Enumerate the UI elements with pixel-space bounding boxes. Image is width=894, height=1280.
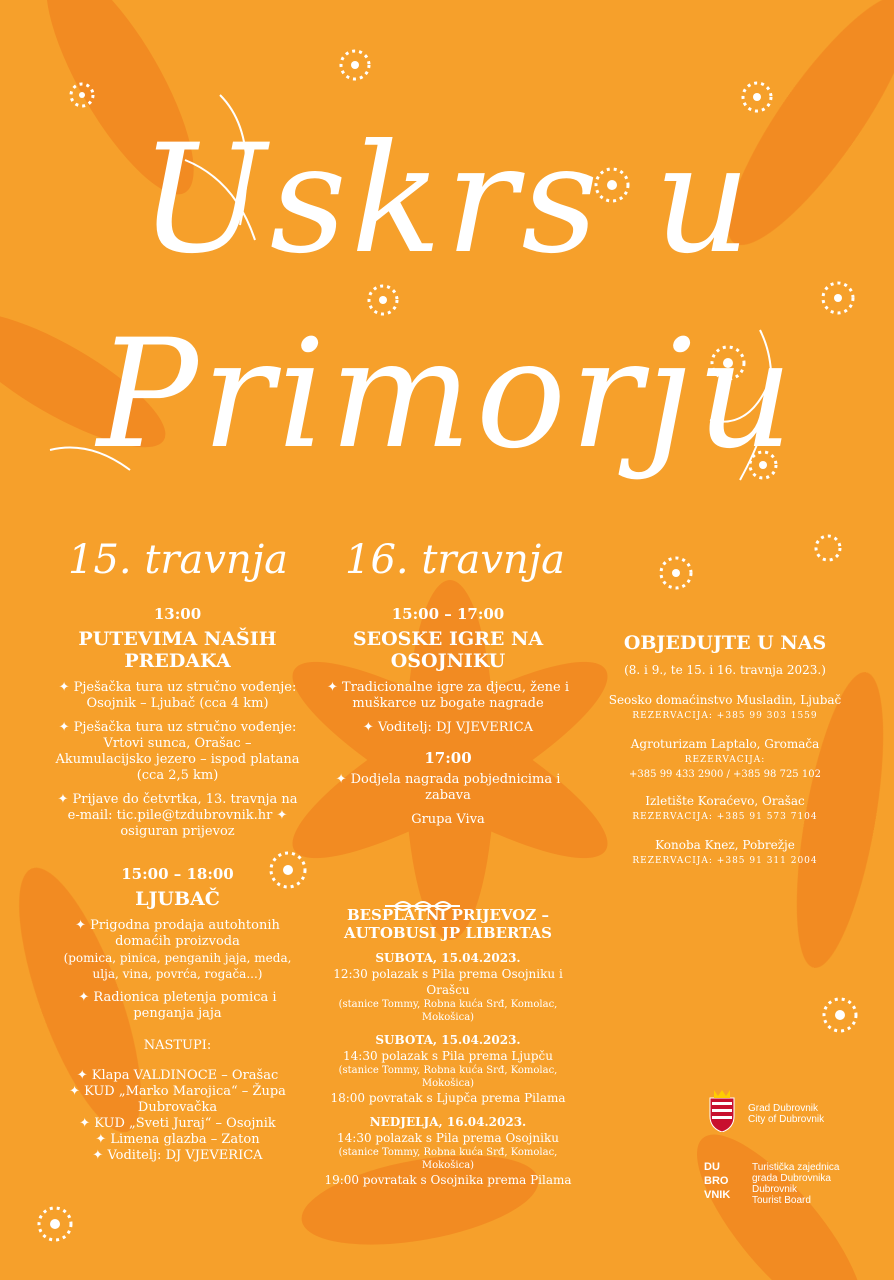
performer-item: ✦ Klapa VALDINOCE – Orašac bbox=[76, 1068, 279, 1083]
transport-departure: 14:30 polazak s Pila prema Ljupču bbox=[343, 1049, 553, 1063]
column-16-april bbox=[318, 606, 578, 1188]
restaurant-name: Agroturizam Laptalo, Gromača bbox=[630, 737, 820, 751]
transport-return: 19:00 povratak s Osojnika prema Pilama bbox=[324, 1173, 572, 1187]
column-restaurants bbox=[595, 632, 855, 869]
restaurant-reservation-label: REZERVACIJA: bbox=[684, 755, 766, 765]
transport-stops: (stanice Tommy, Robna kuća Srđ, Komolac, Mokošica) bbox=[338, 1147, 558, 1171]
tb-line: grada Dubrovnika bbox=[752, 1173, 831, 1184]
event-item: ✦ Pješačka tura uz stručno vođenje: Osojnik – Ljubač (cca 4 km) bbox=[58, 680, 297, 711]
transport-stops: (stanice Tommy, Robna kuća Srđ, Komolac, Mokošica) bbox=[338, 999, 558, 1023]
restaurant-phone: REZERVACIJA: +385 99 303 1559 bbox=[632, 711, 818, 721]
tb-line: Dubrovnik bbox=[752, 1184, 798, 1195]
performer-item: ✦ Voditelj: DJ VJEVERICA bbox=[92, 1148, 263, 1163]
time-label: 13:00 bbox=[153, 605, 202, 623]
transport-date: SUBOTA, 15.04.2023. bbox=[375, 1033, 521, 1047]
section-heading: LJUBAČ bbox=[135, 888, 220, 910]
time-label: 15:00 – 18:00 bbox=[121, 865, 234, 883]
time-label: 15:00 – 17:00 bbox=[391, 605, 505, 623]
city-name-hr: Grad Dubrovnik bbox=[748, 1103, 819, 1114]
restaurant-phone: REZERVACIJA: +385 91 311 2004 bbox=[632, 856, 818, 866]
event-item: ✦ Dodjela nagrada pobjednicima i zabava bbox=[335, 772, 561, 803]
tb-line: Turistička zajednica bbox=[752, 1162, 840, 1173]
section-heading: OBJEDUJTE U NAS bbox=[623, 632, 827, 654]
section-heading: SEOSKE IGRE NA OSOJNIKU bbox=[352, 628, 544, 672]
tourist-board-text bbox=[752, 1162, 839, 1206]
transport-return: 18:00 povratak s Ljupča prema Pilama bbox=[330, 1091, 566, 1105]
column-15-april bbox=[55, 606, 300, 1164]
performer-item: ✦ KUD „Marko Marojica“ – Župa Dubrovačka bbox=[69, 1084, 286, 1115]
restaurant-name: Konoba Knez, Pobrežje bbox=[655, 838, 795, 852]
title-line-2: Primorju bbox=[97, 308, 797, 482]
event-item-detail: (pomica, pinica, penganih jaja, meda, ulja, vina, povrća, rogača...) bbox=[63, 951, 292, 981]
performers-heading: NASTUPI: bbox=[143, 1038, 212, 1053]
event-item: ✦ Voditelj: DJ VJEVERICA bbox=[362, 720, 534, 735]
restaurant-phone: +385 99 433 2900 / +385 98 725 102 bbox=[629, 769, 821, 780]
event-item: ✦ Tradicionalne igre za djecu, žene i muškarce uz bogate nagrade bbox=[327, 680, 569, 711]
restaurant-dates: (8. i 9., te 15. i 16. travnja 2023.) bbox=[624, 663, 826, 677]
title-line-1: Uskrs u bbox=[139, 113, 755, 287]
tb-line: Tourist Board bbox=[752, 1195, 811, 1206]
transport-departure: 12:30 polazak s Pila prema Osojniku i Orašcu bbox=[333, 967, 563, 997]
event-item: ✦ Prijave do četvrtka, 13. travnja na e-mail: tic.pile@tzdubrovnik.hr ✦ osiguran prijevoz bbox=[57, 792, 298, 839]
time-label: 17:00 bbox=[424, 749, 472, 767]
event-item: ✦ Radionica pletenja pomica i penganja jaja bbox=[78, 990, 277, 1021]
event-item: Grupa Viva bbox=[411, 812, 485, 827]
date-day-1: 15. travnja bbox=[68, 537, 288, 583]
transport-departure: 14:30 polazak s Pila prema Osojniku bbox=[337, 1131, 559, 1145]
section-heading: PUTEVIMA NAŠIH PREDAKA bbox=[78, 628, 277, 672]
dubrovnik-tb-logo: DU BRO VNIK bbox=[704, 1161, 731, 1201]
city-name-en: City of Dubrovnik bbox=[748, 1114, 825, 1125]
restaurant-name: Izletište Koraćevo, Orašac bbox=[645, 794, 805, 808]
city-coat-of-arms-icon bbox=[708, 1088, 736, 1132]
transport-date: SUBOTA, 15.04.2023. bbox=[375, 951, 521, 965]
restaurant-phone: REZERVACIJA: +385 91 573 7104 bbox=[632, 812, 818, 822]
event-item: ✦ Pješačka tura uz stručno vođenje: Vrtovi sunca, Orašac – Akumulacijsko jezero – ispod platana (cca 2,5 km) bbox=[55, 720, 300, 783]
restaurant-name: Seosko domaćinstvo Musladin, Ljubač bbox=[608, 693, 842, 707]
date-day-2: 16. travnja bbox=[345, 537, 565, 583]
performer-item: ✦ KUD „Sveti Juraj“ – Osojnik bbox=[79, 1116, 276, 1131]
transport-date: NEDJELJA, 16.04.2023. bbox=[369, 1115, 527, 1129]
performer-item: ✦ Limena glazba – Zaton bbox=[95, 1132, 260, 1147]
transport-stops: (stanice Tommy, Robna kuća Srđ, Komolac, Mokošica) bbox=[338, 1065, 558, 1089]
event-item: ✦ Prigodna prodaja autohtonih domaćih proizvoda bbox=[75, 918, 280, 949]
transport-heading: BESPLATNI PRIJEVOZ – AUTOBUSI JP LIBERTAS bbox=[343, 906, 553, 942]
city-logo-text bbox=[748, 1103, 824, 1125]
